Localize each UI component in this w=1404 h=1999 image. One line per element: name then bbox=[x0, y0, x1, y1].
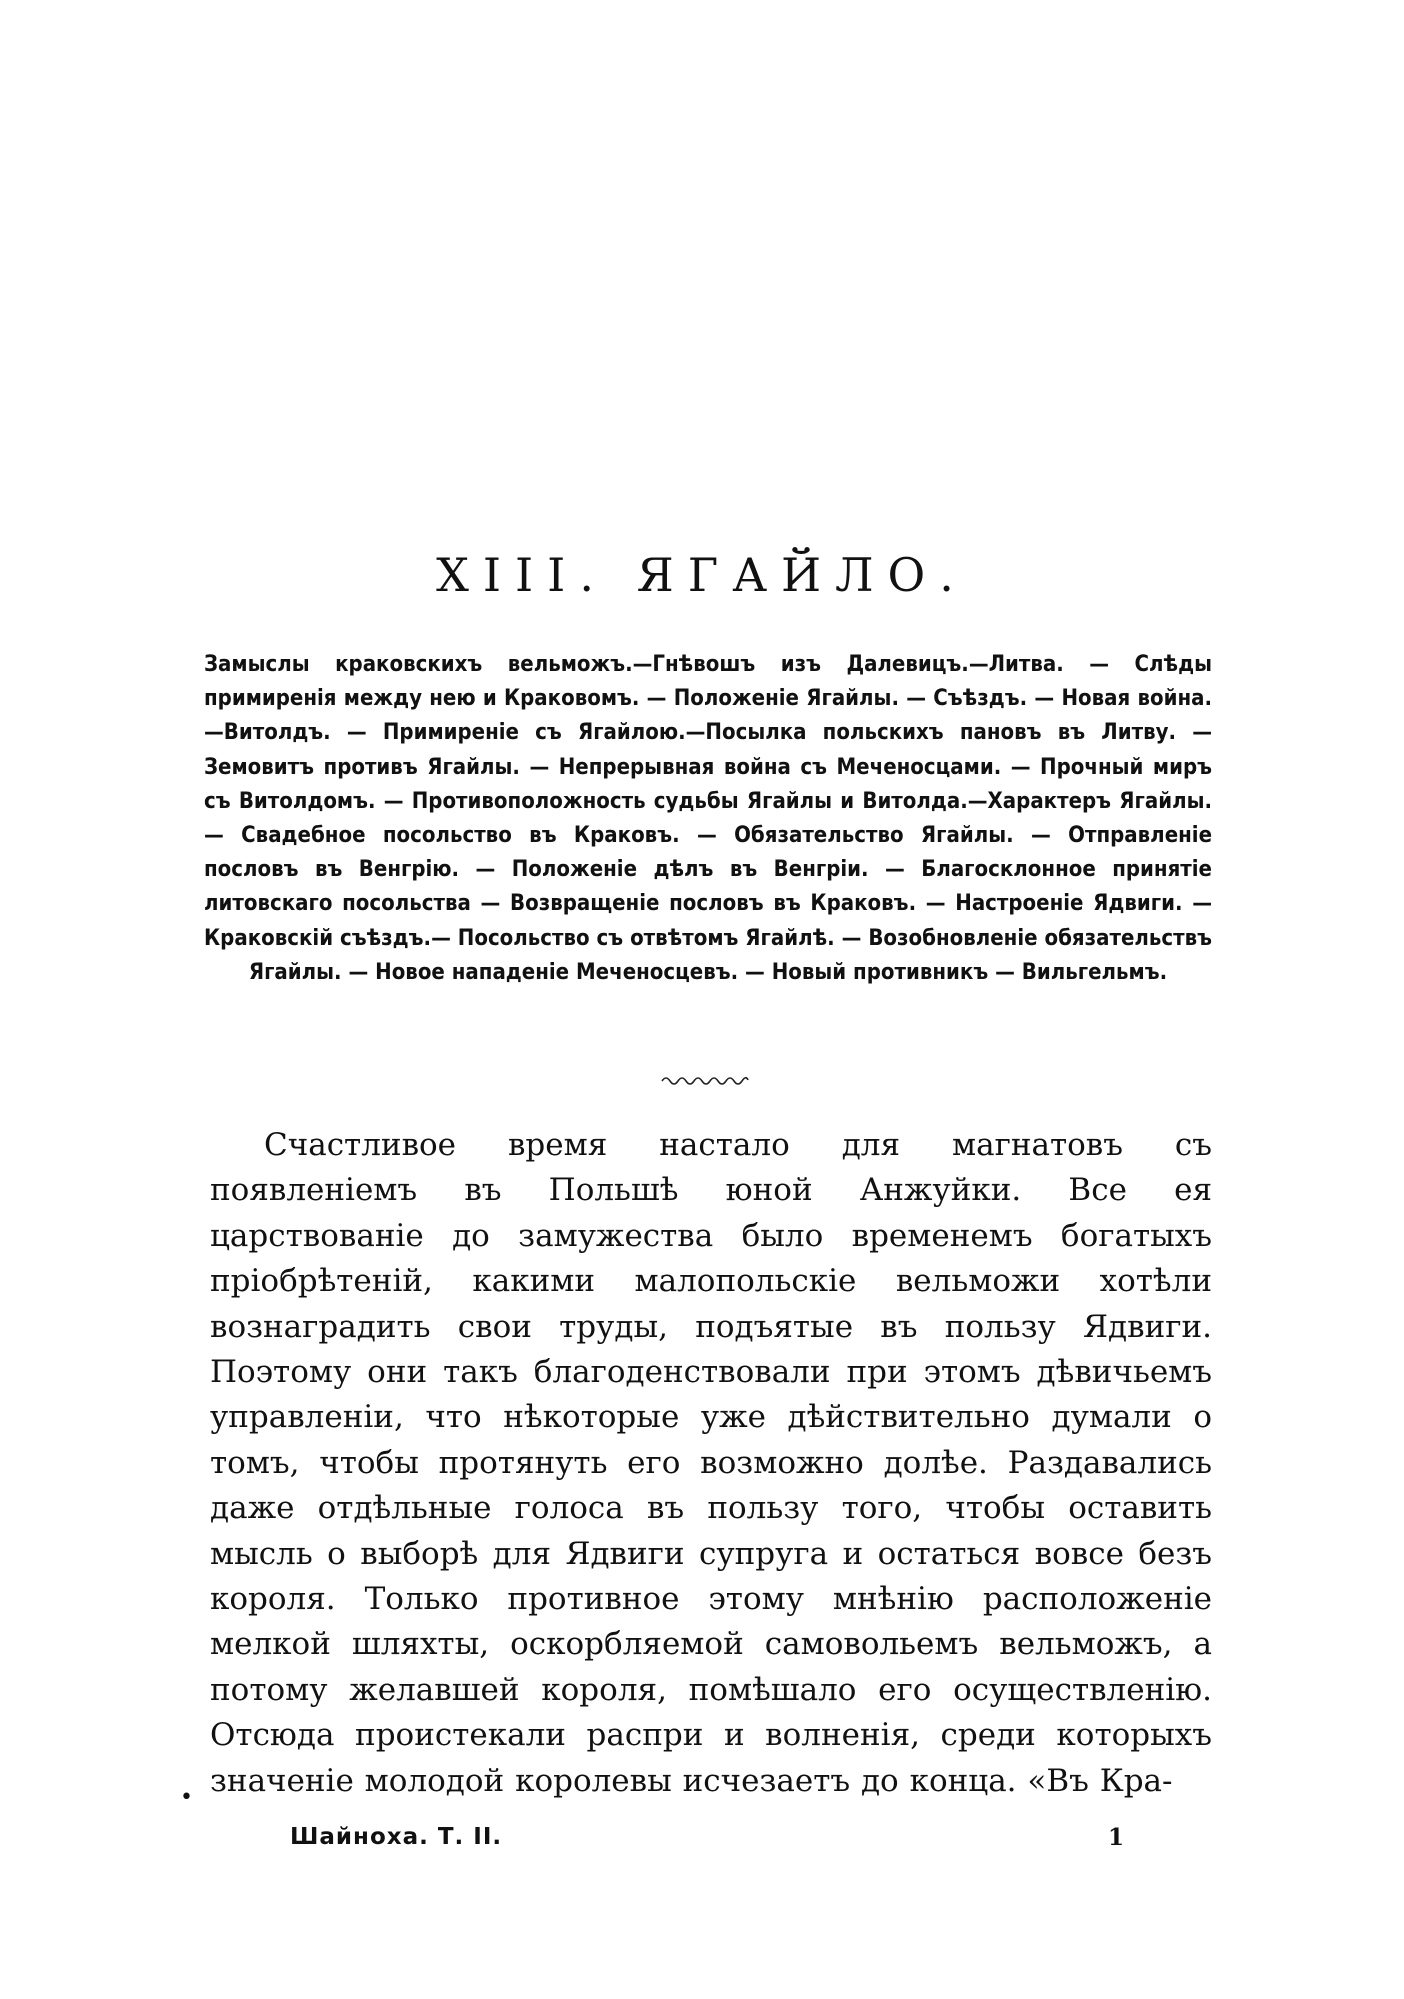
chapter-summary: Замыслы краковскихъ вельможъ.—Гнѣвошъ изъ Далевицъ.—Литва. — Слѣды примиренія между нею и Краковомъ. — Положеніе Ягайлы. — Съѣздъ. — Новая война.—Витолдъ. — Примиреніе съ Ягайлою.—Посылка польскихъ пановъ въ Литву. — Земовитъ противъ Ягайлы. — Непрерывная война съ Меченосцами. — Прочный миръ съ Витолдомъ. — Противоположность судьбы Ягайлы и Витолда.—Характеръ Ягайлы. — Свадебное посольство въ Краковъ. — Обязательство Ягайлы. — Отправленіе пословъ въ Венгрію. — Положеніе дѣлъ въ Венгріи. — Благосклонное принятіе литовскаго посольства — Возвращеніе пословъ въ Краковъ. — Настроеніе Ядвиги. — Краковскій съѣздъ.— Посольство съ отвѣтомъ Ягайлѣ. — Возобновленіе обязательствъ Ягайлы. — Новое нападеніе Меченосцевъ. — Новый противникъ — Вильгельмъ. bbox=[204, 652, 1212, 985]
wave-ornament-divider bbox=[660, 1072, 750, 1088]
body-paragraph: Счастливое время настало для магнатовъ съ появленіемъ въ Польшѣ юной Анжуйки. Все ея царствованіе до замужества было временемъ богатыхъ пріобрѣтеній, какими малопольскіе вельможи хотѣли вознаградить свои труды, подъятые въ пользу Ядвиги. Поэтому они такъ благоденствовали при этомъ дѣвичьемъ управленіи, что нѣкоторые уже дѣйствительно думали о томъ, чтобы протянуть его возможно долѣе. Раздавались даже отдѣльные голоса въ пользу того, чтобы оставить мысль о выборѣ для Ядвиги супруга и остаться вовсе безъ короля. Только противное этому мнѣнію расположеніе мелкой шляхты, оскорбляемой самовольемъ вельможъ, а потому желавшей короля, помѣшало его осуществленію. Отсюда проистекали распри и волненія, среди которыхъ значеніе молодой королевы исчезаетъ до конца. «Въ Кра- bbox=[210, 1127, 1212, 1799]
margin-dot-mark: • bbox=[180, 1785, 193, 1810]
page-number: 1 bbox=[1108, 1824, 1125, 1851]
footer-signature: Шайноха. Т. II. bbox=[290, 1824, 503, 1850]
chapter-title: XIII. ЯГАЙЛО. bbox=[436, 548, 968, 602]
